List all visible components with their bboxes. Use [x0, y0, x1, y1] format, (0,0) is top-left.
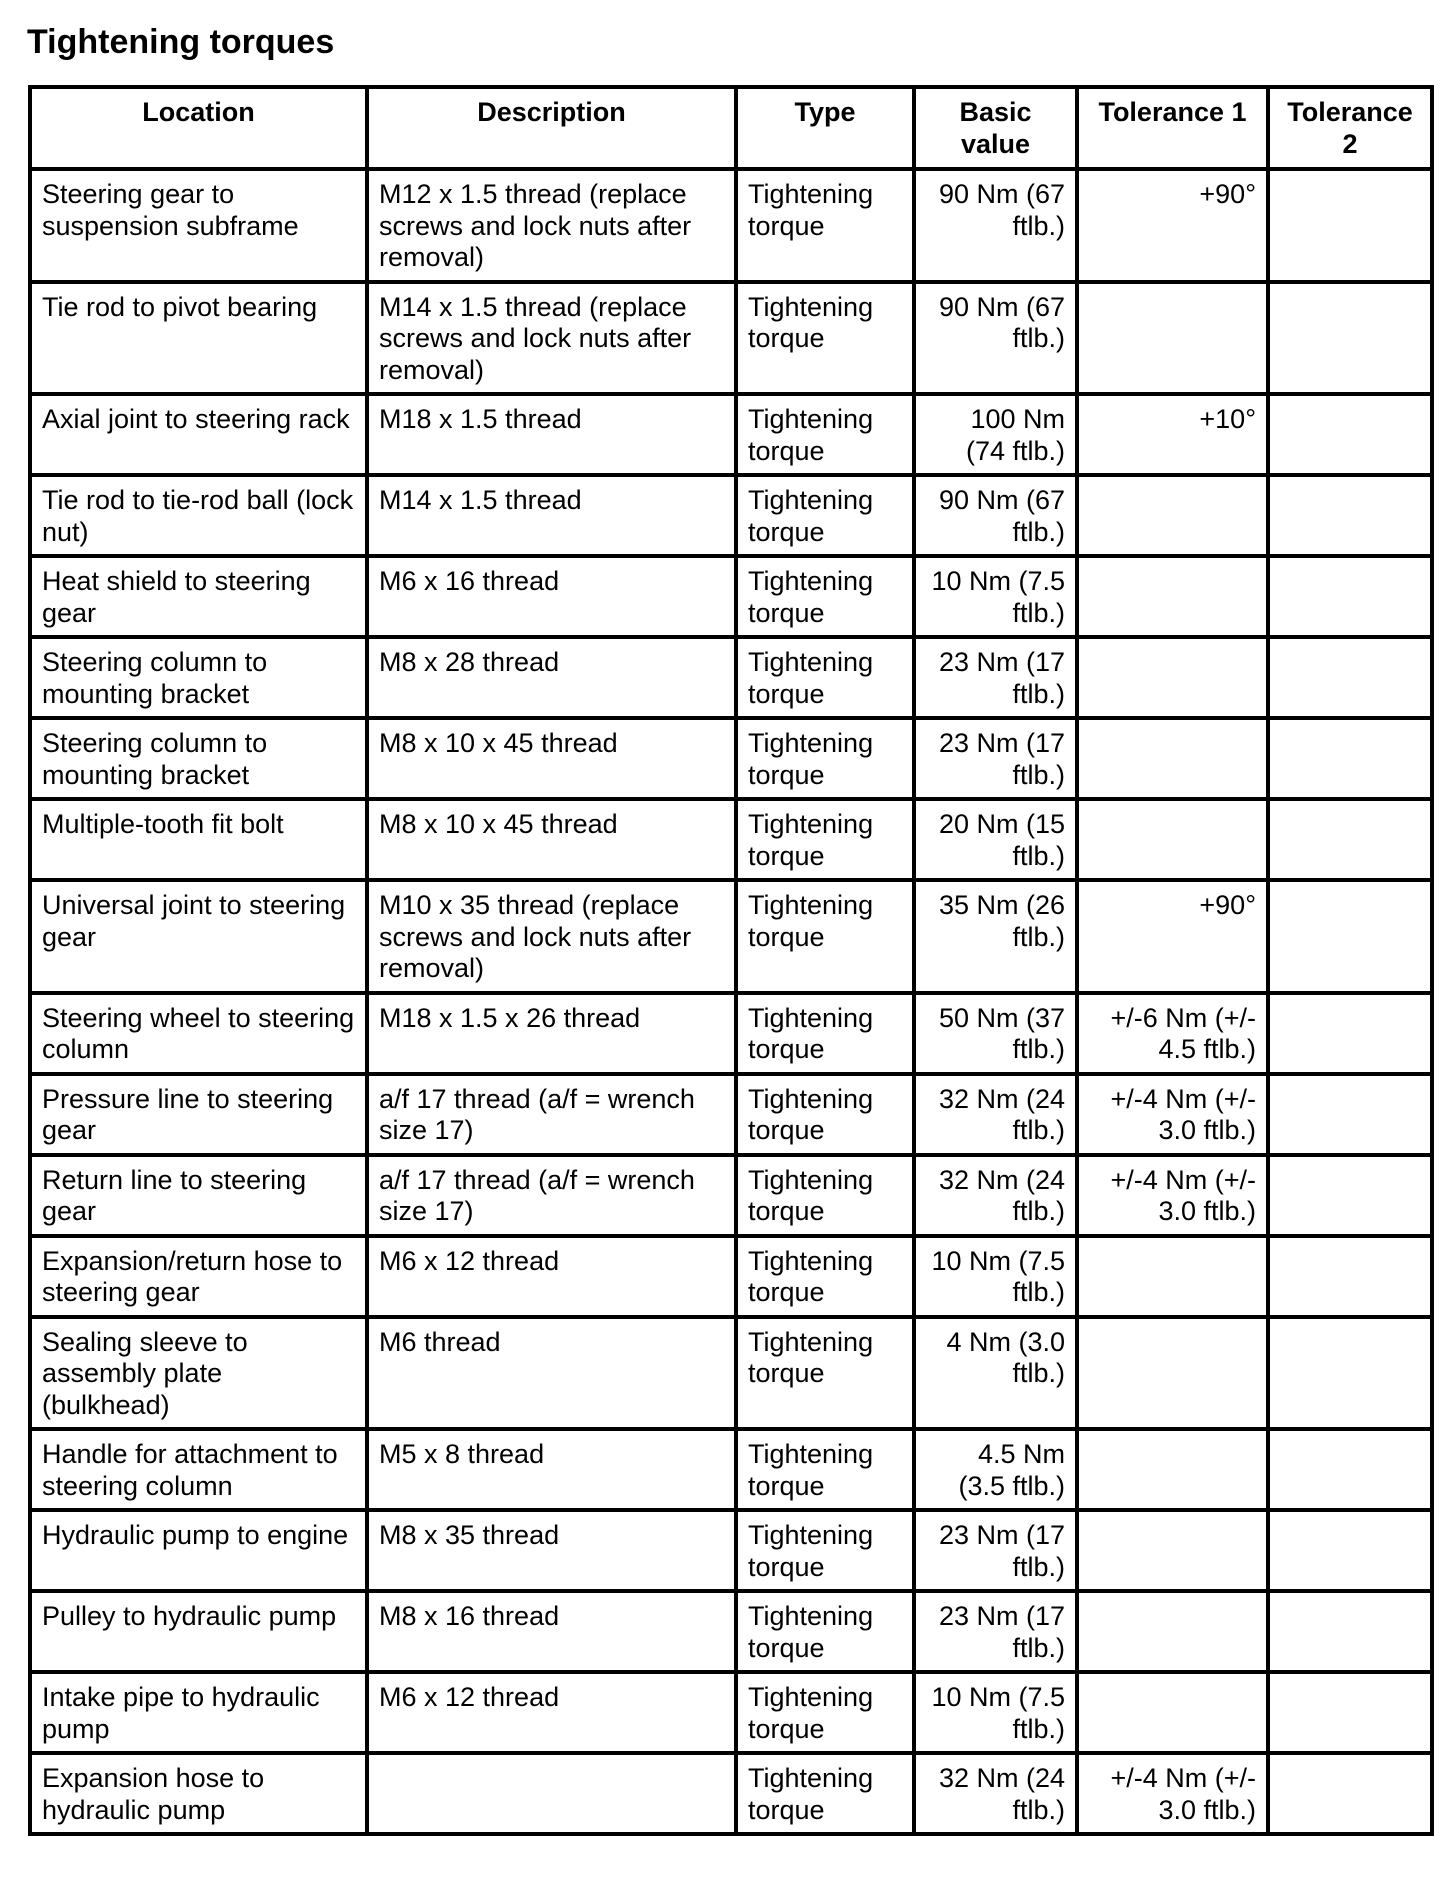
cell-description: M18 x 1.5 x 26 thread [367, 993, 736, 1074]
cell-basic-value: 10 Nm (7.5 ftlb.) [914, 556, 1077, 637]
cell-description: M6 x 12 thread [367, 1236, 736, 1317]
cell-type: Tightening torque [736, 1317, 914, 1430]
cell-tolerance-2 [1268, 799, 1432, 880]
cell-tolerance-2 [1268, 1155, 1432, 1236]
cell-type: Tightening torque [736, 1510, 914, 1591]
cell-tolerance-1 [1077, 475, 1268, 556]
table-row [30, 282, 1432, 395]
table-row [30, 718, 1432, 799]
table-row [30, 1591, 1432, 1672]
cell-location: Pulley to hydraulic pump [30, 1591, 367, 1672]
cell-description: a/f 17 thread (a/f = wrench size 17) [367, 1074, 736, 1155]
page-title: Tightening torques [27, 23, 335, 61]
table-row [30, 394, 1432, 475]
table-row [30, 1429, 1432, 1510]
cell-location: Expansion/return hose to steering gear [30, 1236, 367, 1317]
cell-type: Tightening torque [736, 1672, 914, 1753]
cell-type: Tightening torque [736, 718, 914, 799]
cell-basic-value: 90 Nm (67 ftlb.) [914, 169, 1077, 282]
cell-type: Tightening torque [736, 475, 914, 556]
cell-basic-value: 20 Nm (15 ftlb.) [914, 799, 1077, 880]
cell-tolerance-1 [1077, 1429, 1268, 1510]
cell-location: Expansion hose to hydraulic pump [30, 1753, 367, 1834]
table-row [30, 556, 1432, 637]
cell-tolerance-2 [1268, 169, 1432, 282]
cell-basic-value: 23 Nm (17 ftlb.) [914, 718, 1077, 799]
table-row [30, 1753, 1432, 1834]
cell-tolerance-1 [1077, 799, 1268, 880]
cell-location: Steering gear to suspension subframe [30, 169, 367, 282]
cell-location: Tie rod to pivot bearing [30, 282, 367, 395]
cell-tolerance-1: +/-4 Nm (+/- 3.0 ftlb.) [1077, 1074, 1268, 1155]
cell-tolerance-1 [1077, 637, 1268, 718]
cell-type: Tightening torque [736, 1155, 914, 1236]
cell-tolerance-1 [1077, 1672, 1268, 1753]
cell-tolerance-1: +90° [1077, 169, 1268, 282]
cell-basic-value: 4.5 Nm (3.5 ftlb.) [914, 1429, 1077, 1510]
cell-description: M10 x 35 thread (replace screws and lock nuts after removal) [367, 880, 736, 993]
cell-description: M6 x 16 thread [367, 556, 736, 637]
cell-tolerance-2 [1268, 1236, 1432, 1317]
cell-tolerance-2 [1268, 1753, 1432, 1834]
cell-location: Steering column to mounting bracket [30, 718, 367, 799]
cell-tolerance-1 [1077, 1317, 1268, 1430]
cell-tolerance-2 [1268, 1429, 1432, 1510]
table-row [30, 169, 1432, 282]
cell-tolerance-2 [1268, 282, 1432, 395]
cell-location: Tie rod to tie-rod ball (lock nut) [30, 475, 367, 556]
cell-type: Tightening torque [736, 169, 914, 282]
torque-table [28, 85, 1434, 1836]
cell-tolerance-1 [1077, 556, 1268, 637]
cell-description [367, 1753, 736, 1834]
header-row [30, 87, 1432, 169]
table-row [30, 880, 1432, 993]
cell-tolerance-1: +/-4 Nm (+/- 3.0 ftlb.) [1077, 1155, 1268, 1236]
table-row [30, 993, 1432, 1074]
cell-tolerance-1 [1077, 718, 1268, 799]
header-basic-value: Basic value [914, 87, 1077, 169]
cell-tolerance-1: +10° [1077, 394, 1268, 475]
cell-location: Sealing sleeve to assembly plate (bulkhead) [30, 1317, 367, 1430]
cell-basic-value: 90 Nm (67 ftlb.) [914, 475, 1077, 556]
cell-tolerance-1: +/-6 Nm (+/- 4.5 ftlb.) [1077, 993, 1268, 1074]
cell-basic-value: 4 Nm (3.0 ftlb.) [914, 1317, 1077, 1430]
table-body [30, 169, 1432, 1834]
cell-description: M18 x 1.5 thread [367, 394, 736, 475]
cell-tolerance-1 [1077, 1236, 1268, 1317]
cell-type: Tightening torque [736, 556, 914, 637]
cell-type: Tightening torque [736, 394, 914, 475]
cell-basic-value: 23 Nm (17 ftlb.) [914, 1510, 1077, 1591]
cell-tolerance-2 [1268, 1672, 1432, 1753]
cell-description: M8 x 35 thread [367, 1510, 736, 1591]
cell-basic-value: 23 Nm (17 ftlb.) [914, 1591, 1077, 1672]
cell-tolerance-2 [1268, 394, 1432, 475]
cell-type: Tightening torque [736, 1236, 914, 1317]
cell-basic-value: 100 Nm (74 ftlb.) [914, 394, 1077, 475]
cell-tolerance-1 [1077, 282, 1268, 395]
header-type: Type [736, 87, 914, 169]
cell-location: Steering wheel to steering column [30, 993, 367, 1074]
cell-type: Tightening torque [736, 282, 914, 395]
table-row [30, 1672, 1432, 1753]
cell-type: Tightening torque [736, 1429, 914, 1510]
cell-location: Multiple-tooth fit bolt [30, 799, 367, 880]
cell-location: Pressure line to steering gear [30, 1074, 367, 1155]
cell-description: M14 x 1.5 thread (replace screws and lock nuts after removal) [367, 282, 736, 395]
header-location: Location [30, 87, 367, 169]
cell-tolerance-2 [1268, 556, 1432, 637]
cell-location: Universal joint to steering gear [30, 880, 367, 993]
cell-description: M5 x 8 thread [367, 1429, 736, 1510]
cell-location: Intake pipe to hydraulic pump [30, 1672, 367, 1753]
cell-type: Tightening torque [736, 1591, 914, 1672]
cell-basic-value: 32 Nm (24 ftlb.) [914, 1155, 1077, 1236]
cell-tolerance-1: +90° [1077, 880, 1268, 993]
cell-tolerance-2 [1268, 475, 1432, 556]
cell-location: Heat shield to steering gear [30, 556, 367, 637]
cell-type: Tightening torque [736, 880, 914, 993]
table-row [30, 799, 1432, 880]
cell-description: M8 x 16 thread [367, 1591, 736, 1672]
cell-tolerance-2 [1268, 1074, 1432, 1155]
cell-tolerance-2 [1268, 1317, 1432, 1430]
cell-location: Steering column to mounting bracket [30, 637, 367, 718]
cell-basic-value: 90 Nm (67 ftlb.) [914, 282, 1077, 395]
cell-location: Handle for attachment to steering column [30, 1429, 367, 1510]
table-row [30, 475, 1432, 556]
cell-description: M14 x 1.5 thread [367, 475, 736, 556]
cell-location: Hydraulic pump to engine [30, 1510, 367, 1591]
cell-basic-value: 23 Nm (17 ftlb.) [914, 637, 1077, 718]
cell-basic-value: 32 Nm (24 ftlb.) [914, 1753, 1077, 1834]
cell-tolerance-2 [1268, 637, 1432, 718]
cell-basic-value: 10 Nm (7.5 ftlb.) [914, 1236, 1077, 1317]
cell-basic-value: 35 Nm (26 ftlb.) [914, 880, 1077, 993]
cell-basic-value: 50 Nm (37 ftlb.) [914, 993, 1077, 1074]
header-description: Description [367, 87, 736, 169]
cell-tolerance-2 [1268, 880, 1432, 993]
cell-tolerance-2 [1268, 993, 1432, 1074]
cell-tolerance-1 [1077, 1510, 1268, 1591]
cell-tolerance-2 [1268, 718, 1432, 799]
table-row [30, 1510, 1432, 1591]
cell-type: Tightening torque [736, 799, 914, 880]
header-tolerance-2: Tolerance 2 [1268, 87, 1432, 169]
cell-type: Tightening torque [736, 1753, 914, 1834]
cell-tolerance-2 [1268, 1591, 1432, 1672]
cell-type: Tightening torque [736, 637, 914, 718]
cell-description: M8 x 10 x 45 thread [367, 799, 736, 880]
cell-location: Axial joint to steering rack [30, 394, 367, 475]
cell-description: M6 x 12 thread [367, 1672, 736, 1753]
cell-tolerance-1: +/-4 Nm (+/- 3.0 ftlb.) [1077, 1753, 1268, 1834]
table-row [30, 1236, 1432, 1317]
cell-basic-value: 32 Nm (24 ftlb.) [914, 1074, 1077, 1155]
table-row [30, 1155, 1432, 1236]
cell-description: M8 x 28 thread [367, 637, 736, 718]
table-row [30, 637, 1432, 718]
cell-basic-value: 10 Nm (7.5 ftlb.) [914, 1672, 1077, 1753]
cell-type: Tightening torque [736, 993, 914, 1074]
cell-tolerance-2 [1268, 1510, 1432, 1591]
table-row [30, 1074, 1432, 1155]
cell-type: Tightening torque [736, 1074, 914, 1155]
cell-description: a/f 17 thread (a/f = wrench size 17) [367, 1155, 736, 1236]
cell-description: M6 thread [367, 1317, 736, 1430]
table-row [30, 1317, 1432, 1430]
cell-tolerance-1 [1077, 1591, 1268, 1672]
cell-location: Return line to steering gear [30, 1155, 367, 1236]
header-tolerance-1: Tolerance 1 [1077, 87, 1268, 169]
cell-description: M12 x 1.5 thread (replace screws and lock nuts after removal) [367, 169, 736, 282]
cell-description: M8 x 10 x 45 thread [367, 718, 736, 799]
